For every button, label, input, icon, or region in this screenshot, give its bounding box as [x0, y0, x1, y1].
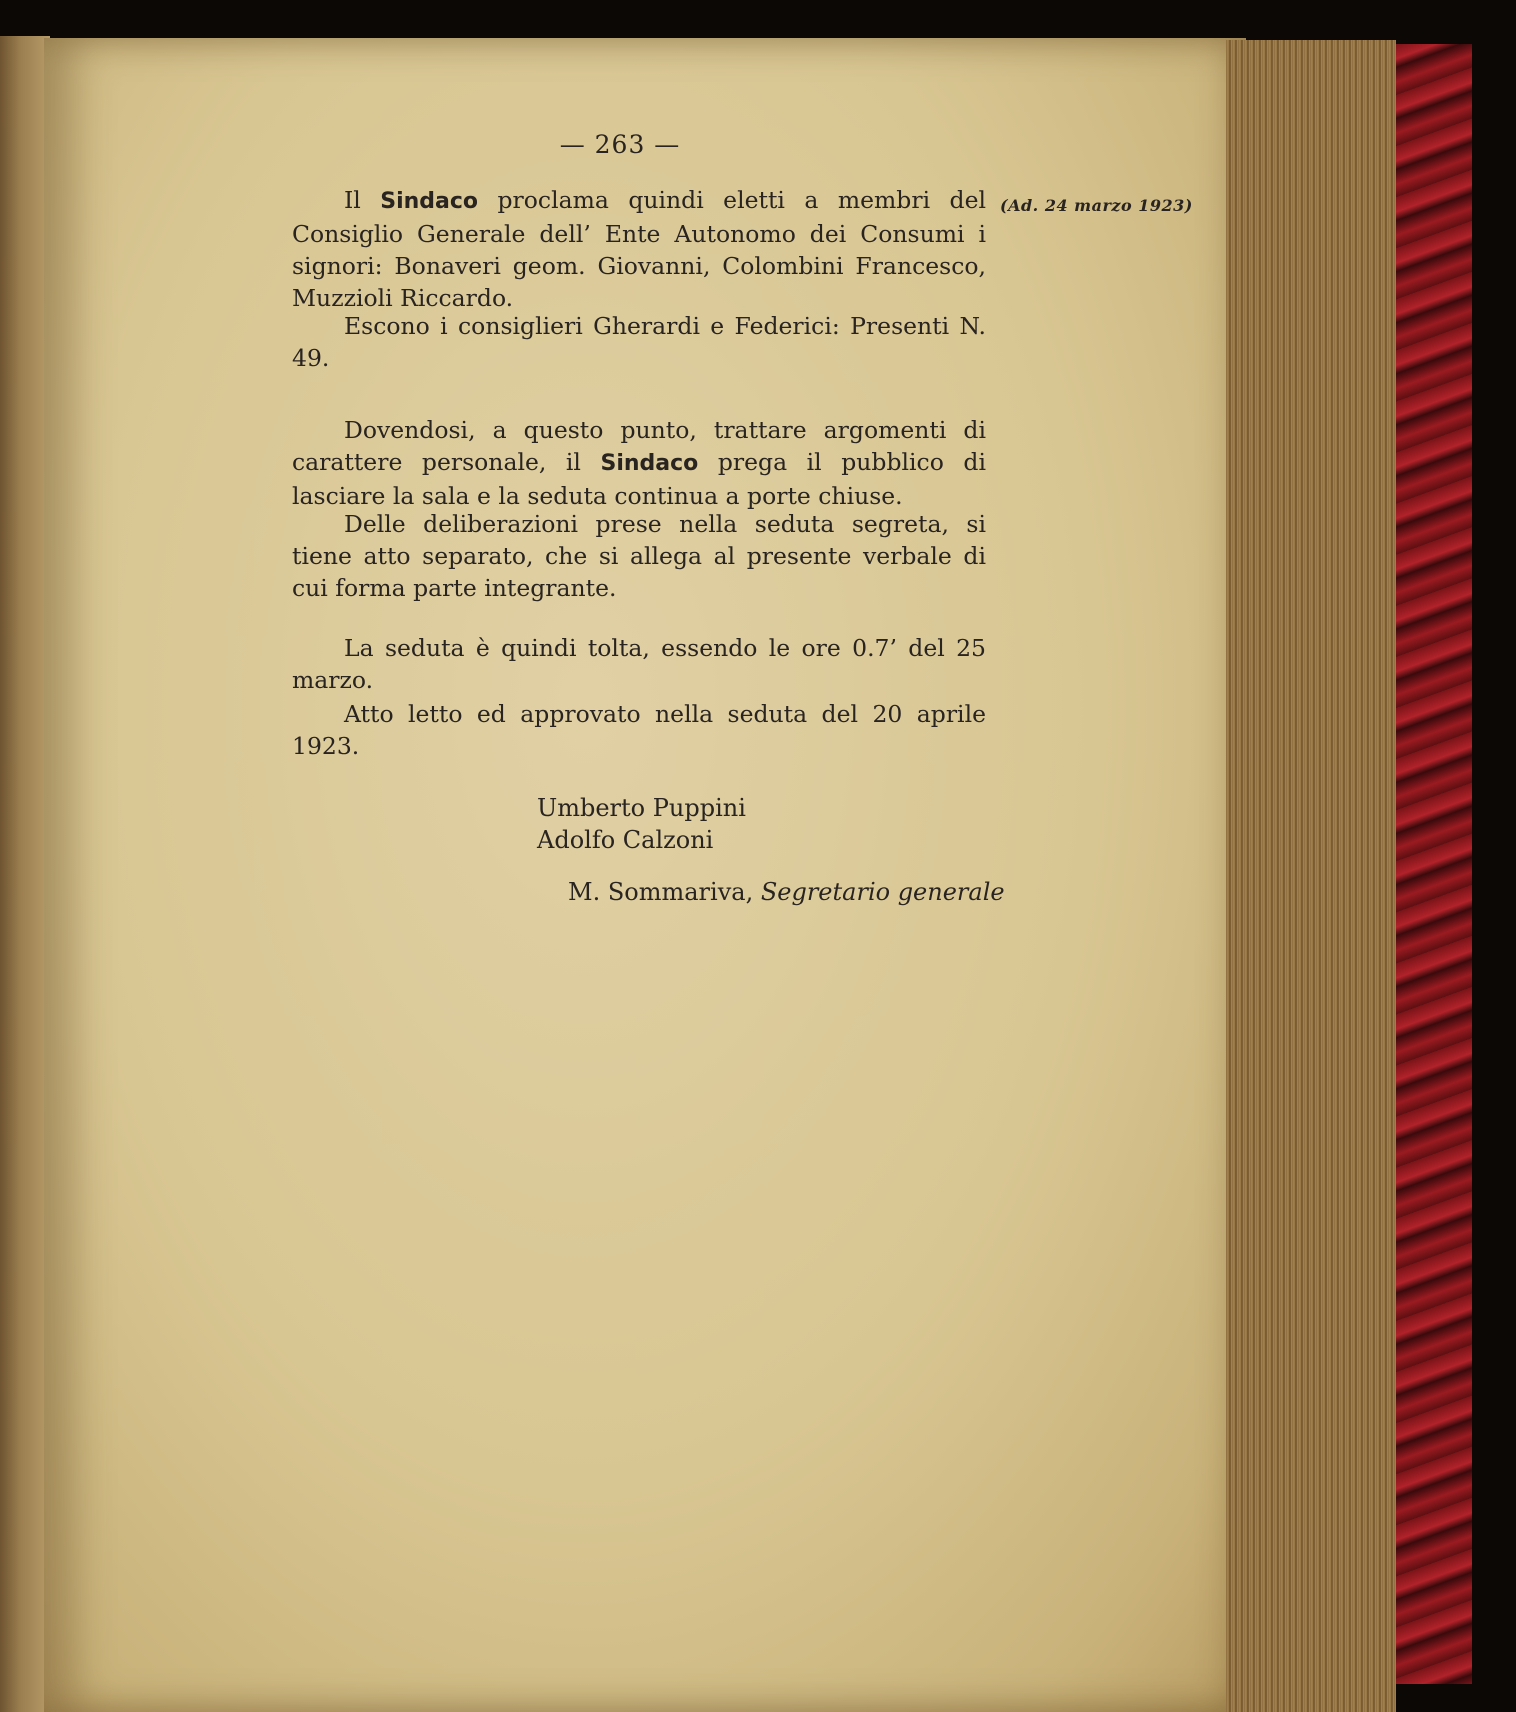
background-edge [1472, 40, 1516, 1712]
paragraph-text: La seduta è quindi tolta, essendo le ore 0.7’ del 25 marzo. [292, 634, 986, 694]
paragraph-deliberations [292, 508, 986, 604]
paragraph-text: Escono i consiglieri Gherardi e Federici: Presenti N. 49. [292, 312, 986, 372]
secretary-role: Segretario generale [760, 878, 1005, 906]
paragraph-rest: proclama quindi eletti a membri del Consiglio Generale dell’ Ente Autonomo dei Consumi i signori: Bonaveri geom. Giovanni, Colombini Francesco, Muzzioli Riccardo. [292, 186, 986, 312]
paragraph-exit [292, 310, 986, 374]
signature-secretary [568, 876, 1005, 908]
paragraph-election [292, 184, 986, 314]
page-number: — 263 — [559, 130, 681, 159]
signature-puppini: Umberto Puppini [537, 794, 746, 822]
sindaco-bold: Sindaco [600, 451, 699, 476]
secretary-name: M. Sommariva, [568, 878, 761, 906]
paragraph-lead: Il [344, 186, 381, 214]
margin-note-date: (Ad. 24 marzo 1923) [1000, 196, 1193, 215]
paragraph-lead: Dovendosi, a questo punto, trattare argomenti di carattere personale, il [292, 416, 986, 476]
paragraph-approval [292, 698, 986, 762]
paragraph-adjournment [292, 632, 986, 696]
marbled-cover [1396, 44, 1472, 1684]
paragraph-rest: prega il pubblico di lasciare la sala e la seduta continua a porte chiuse. [292, 448, 986, 510]
paragraph-text: Delle deliberazioni prese nella seduta segreta, si tiene atto separato, che si allega al presente verbale di cui forma parte integrante. [292, 510, 986, 602]
signature-calzoni: Adolfo Calzoni [537, 826, 714, 854]
sindaco-bold: Sindaco [380, 189, 479, 214]
page-stack-edge [1226, 40, 1396, 1712]
paragraph-text: Atto letto ed approvato nella seduta del 20 aprile 1923. [292, 700, 986, 760]
paragraph-closed-session [292, 414, 986, 512]
left-page-edge [0, 36, 50, 1712]
